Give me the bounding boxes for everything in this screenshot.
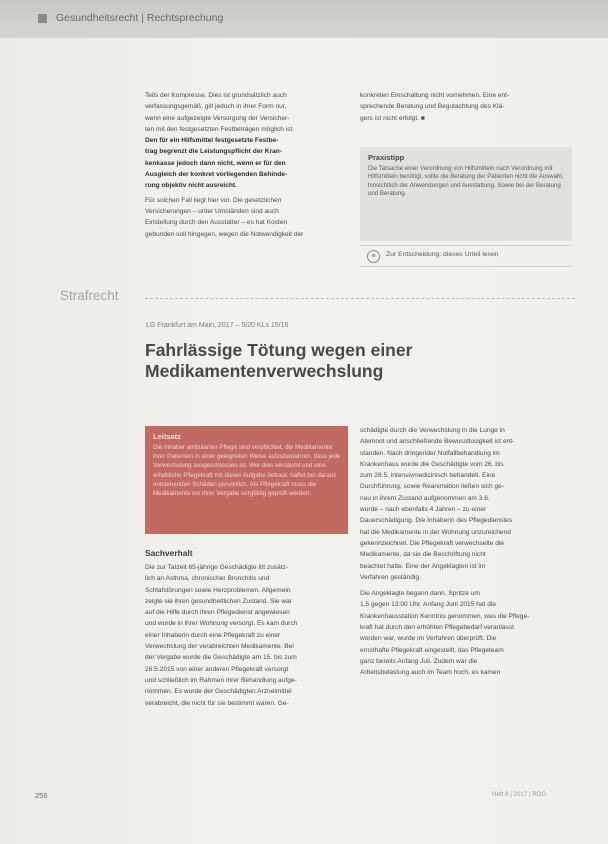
bold-line: Den für ein Hilfsmittel festgesetzte Festbe- [145, 137, 279, 145]
paragraph-line: 1,5 gegen 13:00 Uhr. Anfang Juni 2015 hat die [360, 601, 497, 609]
paragraph-line: verabreicht, die nicht für sie bestimmt waren. Ge- [145, 699, 289, 707]
paragraph-line: konkreten Einschaltung nicht vornehmen. Eine ent- [360, 92, 510, 99]
praxistipp-box [360, 147, 572, 241]
section-label: Strafrecht [60, 288, 119, 303]
sachverhalt-column [145, 562, 348, 709]
bold-line: kenkasse jedoch dann nicht, wenn er für den [145, 159, 286, 167]
paragraph-line: nommen. Es wurde der Geschädigten Arzneimittel [145, 688, 292, 696]
paragraph-line: Krankenhausstation Kenntnis genommen, was die Pflege- [360, 612, 530, 620]
paragraph-line: Atemnot und anschließende Bewusstlosigkeit ist ent- [360, 438, 515, 446]
bold-line: trag begrenzt die Leistungspflicht der Kran- [145, 148, 283, 156]
paragraph-line: zum 28.5. intensivmedizinisch behandelt. Eine [360, 472, 496, 480]
top-left-column [145, 90, 348, 240]
paragraph-line: Medikamente, da sie die Beschriftung nicht [360, 551, 486, 559]
paragraph-line: ganz bereits Anfang Juli. Zudem war die [360, 657, 478, 665]
leitsatz-title: Leitsatz [153, 432, 181, 441]
paragraph-line: Für solchen Fall liegt hier vor. Die gesetzlichen [145, 196, 282, 204]
paragraph-line: Versicherungen – unter Umständen sind auch [145, 207, 279, 215]
page-number: 256 [35, 791, 48, 800]
sachverhalt-heading: Sachverhalt [145, 548, 193, 558]
footer-source: Heft 8 | 2017 | RDG [492, 791, 547, 798]
paragraph-line: ernsthafte Pflegekraft eingestellt, das Pflegeteam [360, 646, 504, 654]
paragraph-line: lich an Asthma, chronischer Bronchitis und [145, 575, 270, 583]
paragraph-line: der Vergabe wurde die Geschädigte am 15. bis zum [145, 654, 297, 662]
paragraph-line: Einstellung durch den Ausstatter – es hat Kosten [145, 219, 288, 227]
paragraph-line: wenn eine aufgezeigte Versorgung der Versicher- [145, 114, 290, 122]
article-title: Fahrlässige Tötung wegen einer Medikamentenverwechslung [145, 340, 413, 381]
paragraph-line: beachtet hatte. Eine der Angeklagten ist im [360, 562, 486, 570]
decision-link-text: Zur Entscheidung: dieses Urteil lesen [386, 251, 499, 258]
header-square-icon [38, 14, 47, 23]
paragraph-line: Schlafstörungen sowie Herzproblemen. Allgemein [145, 586, 291, 594]
paragraph-line: ten mit den festgesetzten Festbeträgen möglich ist. [145, 125, 295, 133]
paragraph-line: Krankenhaus wurde die Geschädigte vom 26. bis [360, 460, 504, 468]
paragraph-line: Verfahren geständig. [360, 573, 421, 581]
paragraph-line: und schließlich im Rahmen ihrer Behandlung aufge- [145, 676, 297, 684]
book-icon: ≡ [367, 250, 380, 263]
paragraph-line: verfassungsgemäß, gilt jedoch in ihrer Form nur, [145, 103, 287, 111]
paragraph-line: worden war, wurde im Verfahren überprüft. Die [360, 635, 497, 643]
paragraph-line: 26.5.2015 von einer anderen Pflegekraft versorgt [145, 665, 289, 673]
bold-line: Ausgleich der konkret vorliegenden Behinde- [145, 171, 288, 179]
paragraph-line: kraft hat durch den erhöhten Pflegebedarf veranlasst [360, 624, 514, 632]
bold-line: rung objektiv nicht ausreicht. [145, 182, 237, 190]
paragraph-line: und wurde in ihrer Wohnung versorgt. Es kam durch [145, 620, 298, 628]
article-meta: LG Frankfurt am Main, 2017 – 5/20 KLs 15/16 [146, 322, 289, 329]
praxistipp-text: Die Tatsache einer Verordnung von Hilfsmitteln nach Verordnung mit Hilfsmitteln benötigt, sollte die Beratung der Patienten nicht die Auswahl, hinsichtlich der Anwendungen und Ausstattung. Sowie bei der Beratung und Beratung. [368, 165, 564, 198]
paragraph-line: schädigte durch die Verwechslung in die Lunge in [360, 427, 505, 434]
leitsatz-box [145, 426, 348, 534]
top-right-column [360, 90, 572, 124]
paragraph-line: Verwechslung der verabreichten Medikamente. Bei [145, 643, 294, 651]
paragraph-line: Die Angeklagte begann dann, Spritze um [360, 590, 480, 598]
paragraph-line: standen. Nach dringender Notfallbehandlung im [360, 449, 500, 457]
paragraph-line: gekennzeichnet. Die Pflegekraft verwechselte die [360, 539, 505, 547]
paragraph-line: einer Inhaberin durch eine Pflegekraft zu einer [145, 631, 281, 639]
paragraph-line: Dauerschädigung. Die Inhaberin des Pflegedienstes [360, 517, 513, 525]
decision-link[interactable] [360, 245, 572, 267]
paragraph-line: zeigte sie ihren gesundheitlichen Zustand. Sie war [145, 597, 292, 605]
paragraph-line: hat die Medikamente in der Wohnung unzureichend [360, 528, 511, 536]
page-header [0, 0, 608, 38]
header-title: Gesundheitsrecht | Rechtsprechung [56, 12, 224, 24]
paragraph-line: wurde – nach ebenfalls 4 Jahren – zu einer [360, 506, 487, 514]
paragraph-line: sprechende Beratung und Begutachtung des Klä- [360, 103, 505, 111]
paragraph-line: Teils der Kompresse. Dies ist grundsätzlich auch [145, 92, 287, 99]
paragraph-line: gebunden soll hingegen, wegen die Notwendigkeit der [145, 230, 304, 238]
paragraph-line: Die zur Tatzeit 65-jährige Geschädigte litt zusätz- [145, 564, 289, 571]
article-right-column [360, 425, 572, 679]
section-divider [145, 298, 575, 299]
paragraph-line: Durchführung, sowie Reanimation ließen sich ge- [360, 483, 505, 491]
paragraph-line: Arbeitsbelastung auch im Team hoch, es kamen [360, 669, 501, 677]
paragraph-line: auf die Hilfe durch ihren Pflegedienst angewiesen [145, 609, 290, 617]
praxistipp-title: Praxistipp [368, 153, 405, 162]
paragraph-line: nau in ihrem Zustand aufgenommen am 3.6. [360, 494, 490, 502]
paragraph-line: gers ist nicht erfolgt. ■ [360, 114, 425, 122]
leitsatz-text: Die Inhaber ambulanter Pflege sind verpflichtet, die Medikamente ihrer Patienten in einer geeigneten Weise aufzubewahren, dass jede Verwechslung ausgeschlossen ist. Wer dies versäumt und eine erhebliche Pflegekraft mit dieser Aufgabe betraut, haftet bei daraus entstehenden Schäden persönlich. Als Pflegekraft muss die Medikamente vor ihrer Vergabe sorgfältig geprüft werden. [153, 444, 341, 498]
